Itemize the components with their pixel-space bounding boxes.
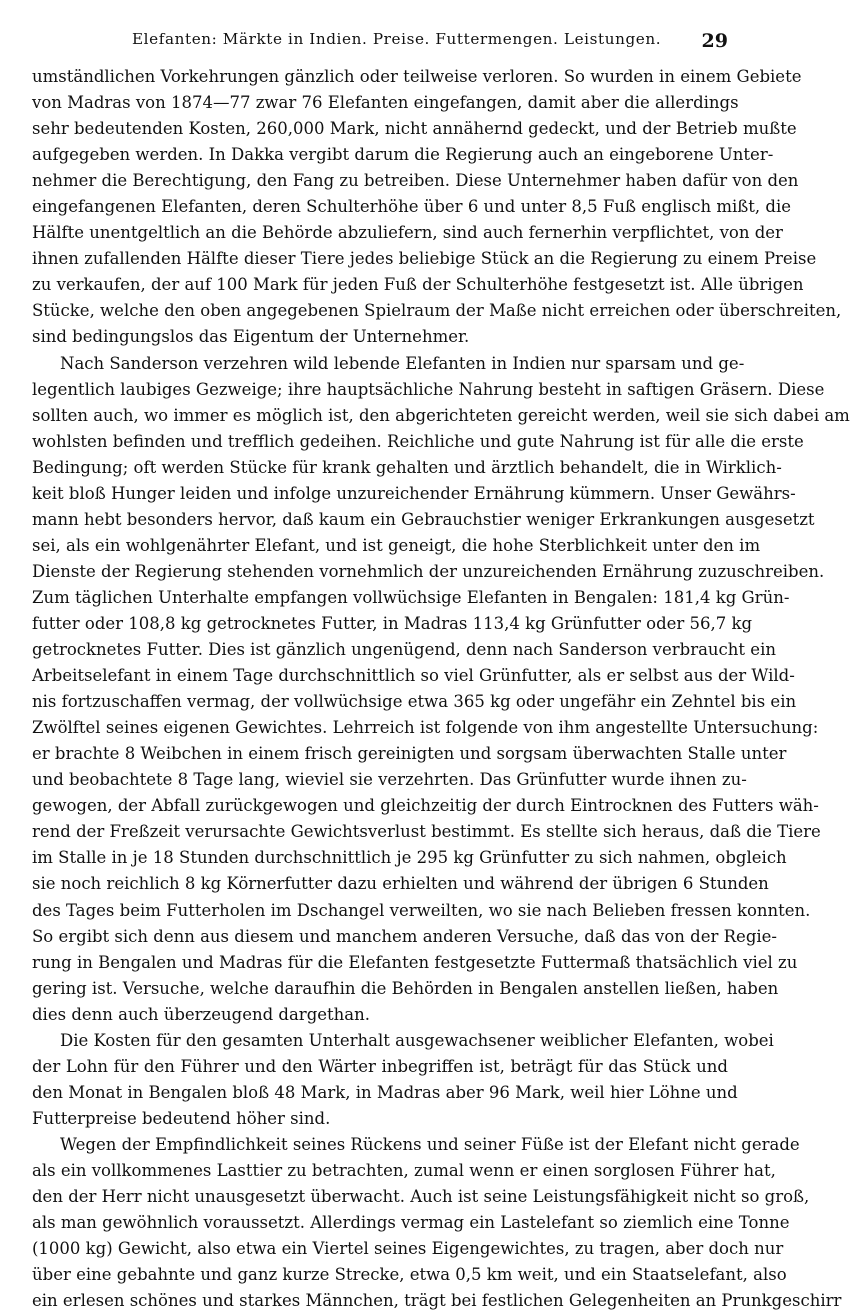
text-line: als ein vollkommenes Lasttier zu betrachten, zumal wenn er einen sorglosen Führer hat,	[32, 1160, 776, 1180]
text-line: des Tages beim Futterholen im Dschangel verweilten, wo sie nach Belieben fressen konnten.	[32, 900, 811, 920]
text-line: Zum täglichen Unterhalte empfangen vollwüchsige Elefanten in Bengalen: 181,4 kg Grün-	[32, 587, 790, 607]
text-line: über eine gebahnte und ganz kurze Strecke, etwa 0,5 km weit, und ein Staatselefant, also	[32, 1265, 787, 1285]
text-line: So ergibt sich denn aus diesem und manchem anderen Versuche, daß das von der Regie-	[32, 926, 778, 946]
text-line: keit bloß Hunger leiden und infolge unzureichender Ernährung kümmern. Unser Gewährs-	[32, 483, 796, 503]
text-line: der Lohn für den Führer und den Wärter inbegriffen ist, beträgt für das Stück und	[32, 1056, 728, 1076]
page-body	[32, 64, 850, 1314]
text-line: Dienste der Regierung stehenden vornehmlich der unzureichenden Ernährung zuzuschreiben.	[32, 561, 825, 581]
text-line: nehmer die Berechtigung, den Fang zu betreiben. Diese Unternehmer haben dafür von den	[32, 171, 799, 191]
text-line: gewogen, der Abfall zurückgewogen und gleichzeitig der durch Eintrocknen des Futters wäh-	[32, 796, 819, 816]
text-line: als man gewöhnlich voraussetzt. Allerdings vermag ein Lastelefant so ziemlich eine Tonne	[32, 1213, 790, 1233]
text-line: sind bedingungslos das Eigentum der Unternehmer.	[32, 327, 470, 347]
text-line: Zwölftel seines eigenen Gewichtes. Lehrreich ist folgende von ihm angestellte Untersuchung:	[32, 718, 819, 738]
text-line: von Madras von 1874—77 zwar 76 Elefanten eingefangen, damit aber die allerdings	[32, 93, 739, 113]
text-line: aufgegeben werden. In Dakka vergibt darum die Regierung auch an eingeborene Unter-	[32, 145, 774, 165]
text-line: getrocknetes Futter. Dies ist gänzlich ungenügend, denn nach Sanderson verbraucht ein	[32, 640, 776, 660]
text-line: Hälfte unentgeltlich an die Behörde abzuliefern, sind auch fernerhin verpflichtet, von der	[32, 223, 783, 243]
text-line: rung in Bengalen und Madras für die Elefanten festgesetzte Futtermaß thatsächlich viel zu	[32, 952, 798, 972]
page-header	[32, 30, 728, 64]
text-line: den Monat in Bengalen bloß 48 Mark, in Madras aber 96 Mark, weil hier Löhne und	[32, 1082, 738, 1102]
text-line: eingefangenen Elefanten, deren Schulterhöhe über 6 und unter 8,5 Fuß englisch mißt, die	[32, 197, 791, 217]
text-line: wohlsten befinden und trefflich gedeihen. Reichliche und gute Nahrung ist für alle die erste	[32, 431, 804, 451]
text-line: umständlichen Vorkehrungen gänzlich oder teilweise verloren. So wurden in einem Gebiete	[32, 67, 802, 86]
text-line: futter oder 108,8 kg getrocknetes Futter, in Madras 113,4 kg Grünfutter oder 56,7 kg	[32, 613, 753, 633]
text-line: Wegen der Empfindlichkeit seines Rückens und seiner Füße ist der Elefant nicht gerade	[60, 1134, 800, 1154]
text-line: Stücke, welche den oben angegebenen Spielraum der Maße nicht erreichen oder überschreiten,	[32, 301, 842, 321]
paragraph	[32, 1132, 842, 1314]
text-line: gering ist. Versuche, welche daraufhin die Behörden in Bengalen anstellen ließen, haben	[32, 978, 779, 998]
text-line: rend der Freßzeit verursachte Gewichtsverlust bestimmt. Es stellte sich heraus, daß die Tiere	[32, 822, 821, 842]
book-page	[32, 30, 850, 1311]
text-line: legentlich laubiges Gezweige; ihre hauptsächliche Nahrung besteht in saftigen Gräsern. Diese	[32, 379, 825, 399]
paragraph	[32, 64, 842, 351]
text-line: ein erlesen schönes und starkes Männchen, trägt bei festlichen Gelegenheiten an Prunkgeschirr	[32, 1291, 842, 1311]
text-line: sie noch reichlich 8 kg Körnerfutter dazu erhielten und während der übrigen 6 Stunden	[32, 874, 769, 894]
text-line: mann hebt besonders hervor, daß kaum ein Gebrauchstier weniger Erkrankungen ausgesetzt	[32, 509, 815, 529]
text-line: zu verkaufen, der auf 100 Mark für jeden Fuß der Schulterhöhe festgesetzt ist. Alle übrigen	[32, 275, 804, 295]
text-line: Nach Sanderson verzehren wild lebende Elefanten in Indien nur sparsam und ge-	[60, 353, 745, 373]
text-line: dies denn auch überzeugend dargethan.	[32, 1004, 370, 1024]
text-line: (1000 kg) Gewicht, also etwa ein Viertel seines Eigengewichtes, zu tragen, aber doch nur	[32, 1239, 784, 1259]
running-head: Elefanten: Märkte in Indien. Preise. Futtermengen. Leistungen.	[132, 30, 662, 48]
paragraph	[32, 1028, 774, 1132]
text-line: Die Kosten für den gesamten Unterhalt ausgewachsener weiblicher Elefanten, wobei	[60, 1030, 774, 1050]
paragraph	[32, 351, 850, 1028]
text-line: ihnen zufallenden Hälfte dieser Tiere jedes beliebige Stück an die Regierung zu einem Preise	[32, 249, 817, 269]
page-number: 29	[701, 30, 728, 52]
text-line: und beobachtete 8 Tage lang, wieviel sie verzehrten. Das Grünfutter wurde ihnen zu-	[32, 770, 747, 790]
text-line: sehr bedeutenden Kosten, 260,000 Mark, nicht annähernd gedeckt, und der Betrieb mußte	[32, 119, 797, 139]
text-line: den der Herr nicht unausgesetzt überwacht. Auch ist seine Leistungsfähigkeit nicht so groß,	[32, 1187, 810, 1207]
text-line: er brachte 8 Weibchen in einem frisch gereinigten und sorgsam überwachten Stalle unter	[32, 744, 787, 764]
text-line: im Stalle in je 18 Stunden durchschnittlich je 295 kg Grünfutter zu sich nahmen, obgleich	[32, 848, 787, 868]
text-line: Bedingung; oft werden Stücke für krank gehalten und ärztlich behandelt, die in Wirklich-	[32, 457, 782, 477]
text-line: Arbeitselefant in einem Tage durchschnittlich so viel Grünfutter, als er selbst aus der Wild-	[32, 666, 795, 686]
text-line: Futterpreise bedeutend höher sind.	[32, 1108, 331, 1128]
text-line: sei, als ein wohlgenährter Elefant, und ist geneigt, die hohe Sterblichkeit unter den im	[32, 535, 761, 555]
text-line: sollten auch, wo immer es möglich ist, den abgerichteten gereicht werden, weil sie sich dabei am	[32, 405, 850, 425]
text-line: nis fortzuschaffen vermag, der vollwüchsige etwa 365 kg oder ungefähr ein Zehntel bis ein	[32, 692, 797, 712]
